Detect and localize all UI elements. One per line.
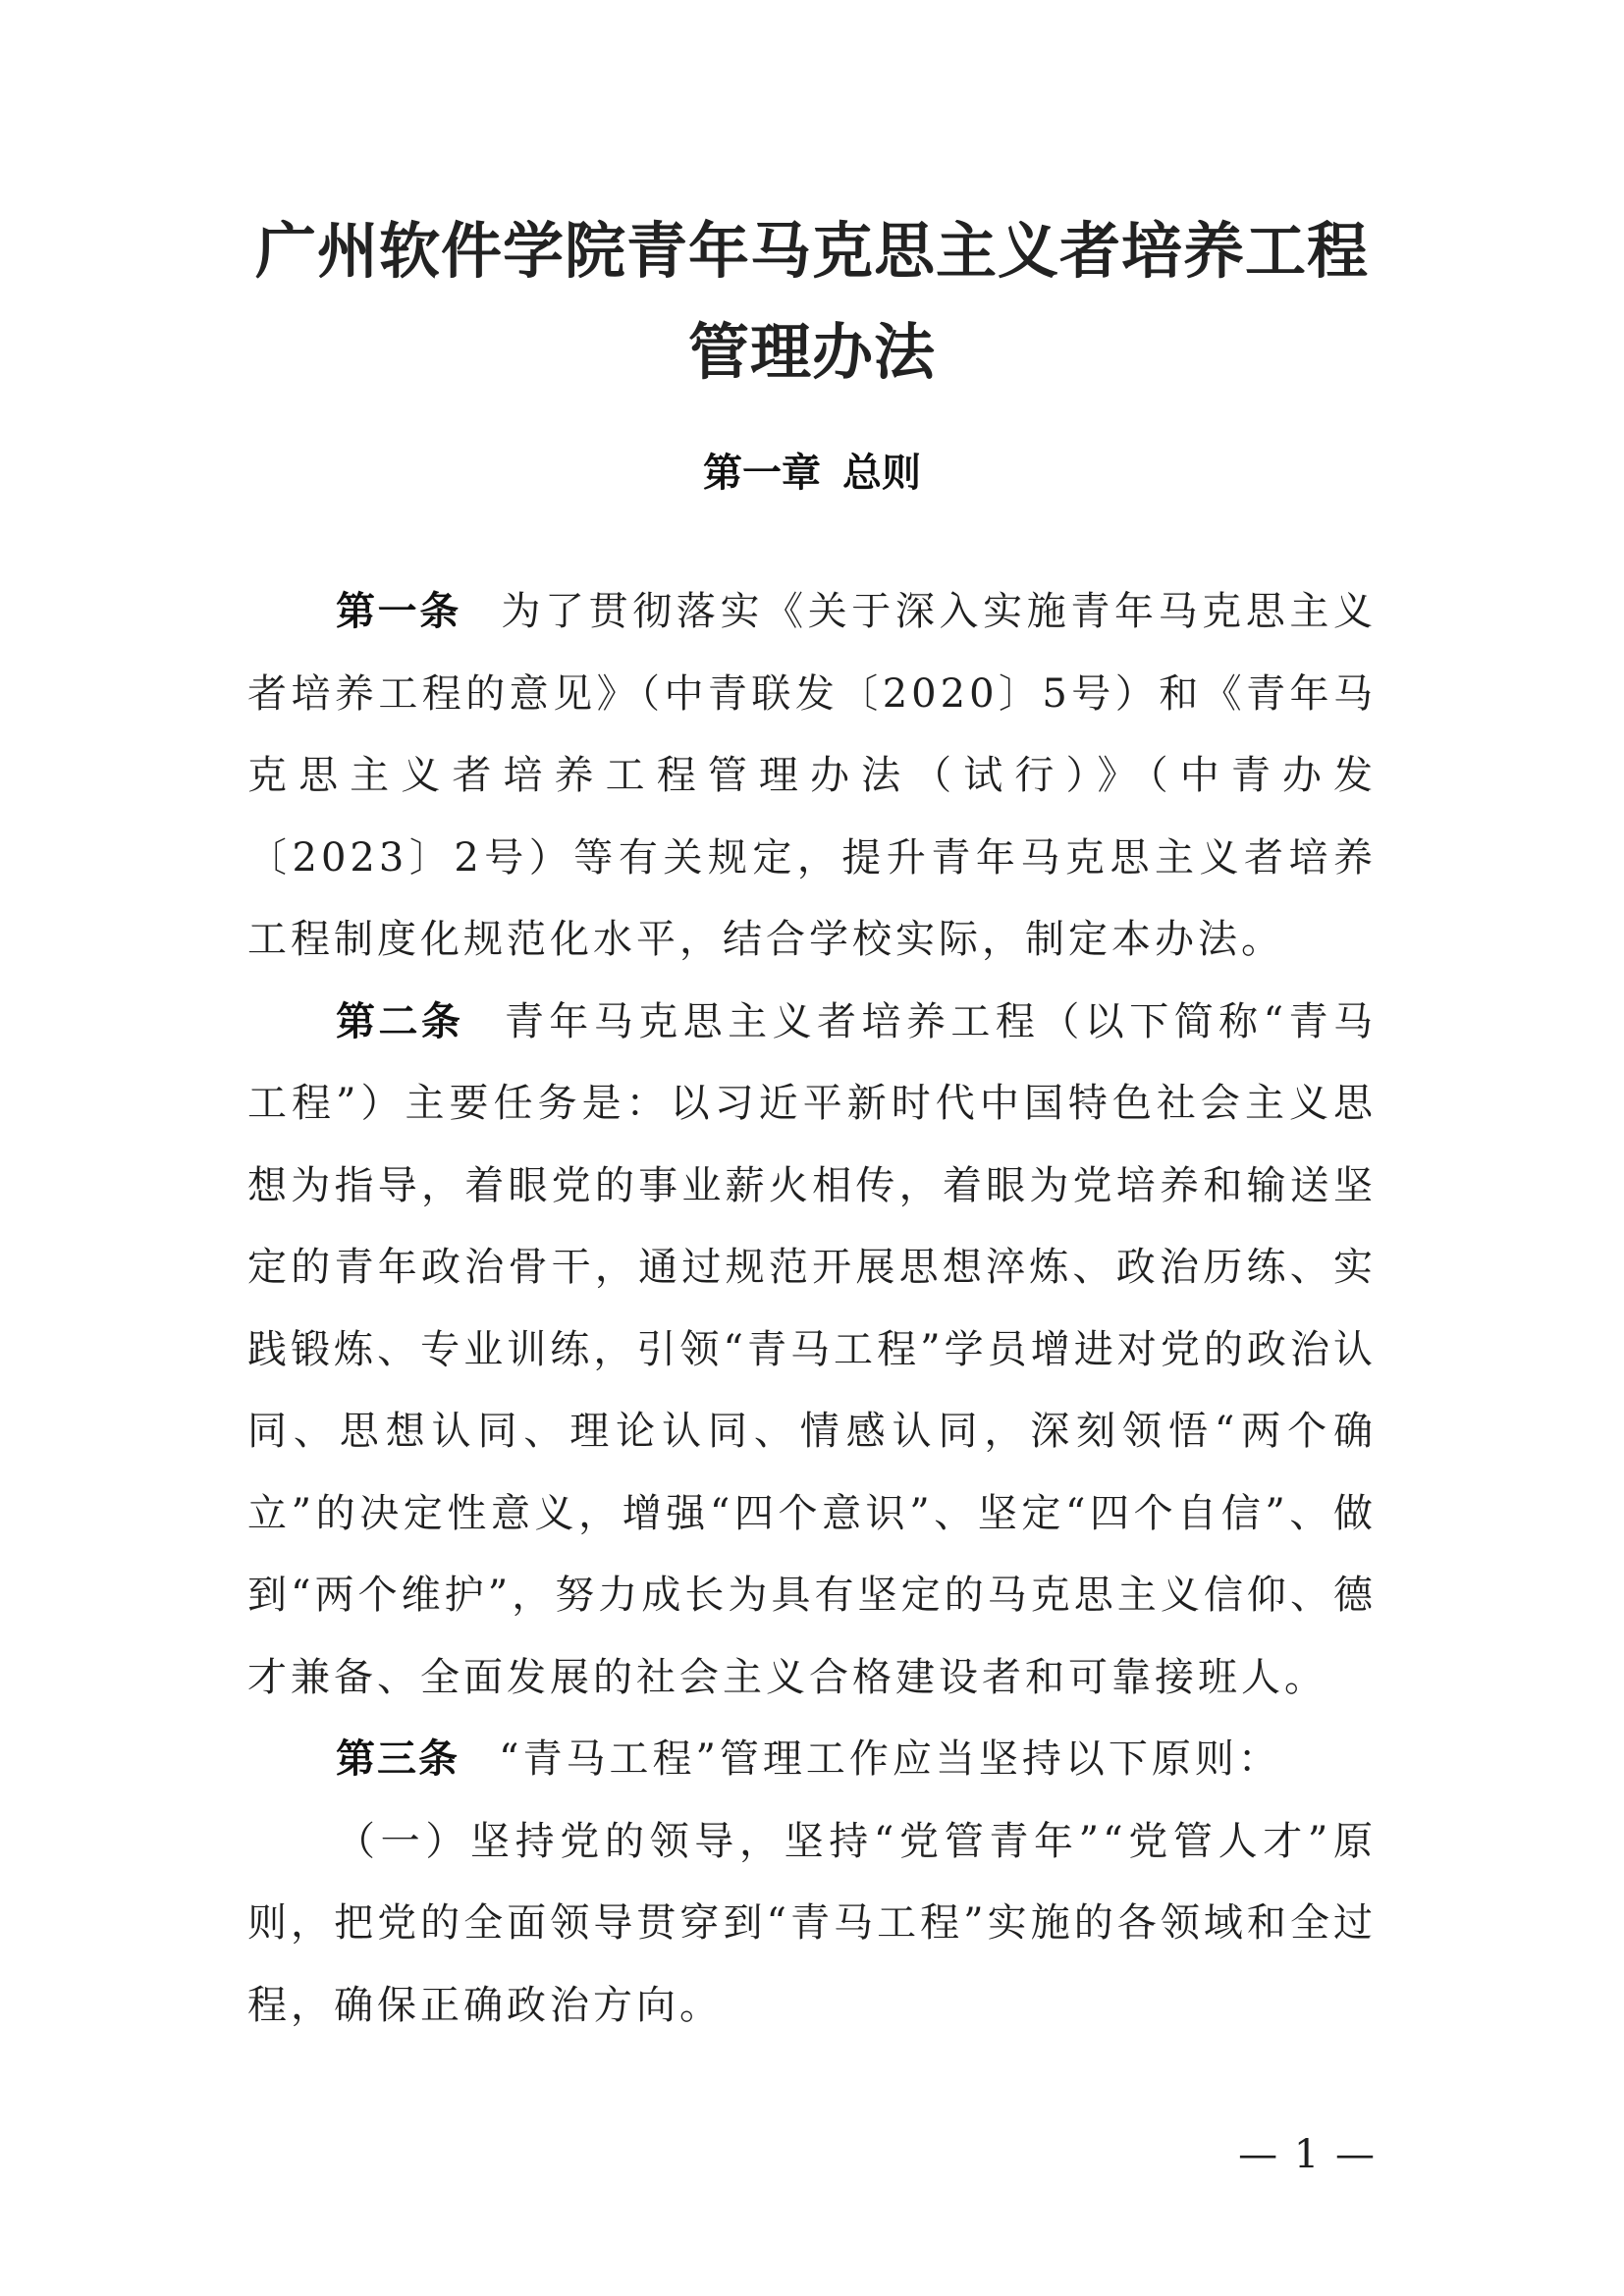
article-text: 为了贯彻落实《关于深入实施青年马克思主义者培养工程的意见》（中青联发〔2020〕5号）和《青年马克思主义者培养工程管理办法（试行）》（中青办发〔2023〕2号）等有关规定，提升青年马克思主义者培养工程制度化规范化水平，结合学校实际，制定本办法。 <box>247 589 1378 962</box>
article-number: 第三条 <box>336 1736 460 1782</box>
clause-1: （一）坚持党的领导，坚持“党管青年”“党管人才”原则，把党的全面领导贯穿到“青马工程”实施的各领域和全过程，确保正确政治方向。 <box>247 1818 1377 2028</box>
article-number: 第一条 <box>336 589 461 634</box>
chapter-name: 总则 <box>842 451 921 496</box>
article-3 <box>247 1719 1377 1801</box>
document-title-line-2: 管理办法 <box>687 316 936 388</box>
article-2 <box>247 982 1377 1720</box>
document-title-line-1: 广州软件学院青年马克思主义者培养工程 <box>254 215 1369 287</box>
chapter-number: 第一章 <box>703 451 821 496</box>
article-1 <box>247 571 1377 982</box>
article-number: 第二条 <box>336 998 464 1044</box>
document-body <box>247 571 1377 2047</box>
article-text: “青马工程”管理工作应当坚持以下原则： <box>499 1736 1281 1782</box>
page-number: — 1 — <box>1238 2132 1377 2177</box>
chapter-heading <box>0 451 1624 496</box>
article-text: 青年马克思主义者培养工程（以下简称“青马工程”）主要任务是：以习近平新时代中国特色社会主义思想为指导，着眼党的事业薪火相传，着眼为党培养和输送坚定的青年政治骨干，通过规范开展思想淬炼、政治历练、实践锻炼、专业训练，引领“青马工程”学员增进对党的政治认同、思想认同、理论认同、情感认同，深刻领悟“两个确立”的决定性意义，增强“四个意识”、坚定“四个自信”、做到“两个维护”，努力成长为具有坚定的马克思主义信仰、德才兼备、全面发展的社会主义合格建设者和可靠接班人。 <box>247 998 1378 1700</box>
